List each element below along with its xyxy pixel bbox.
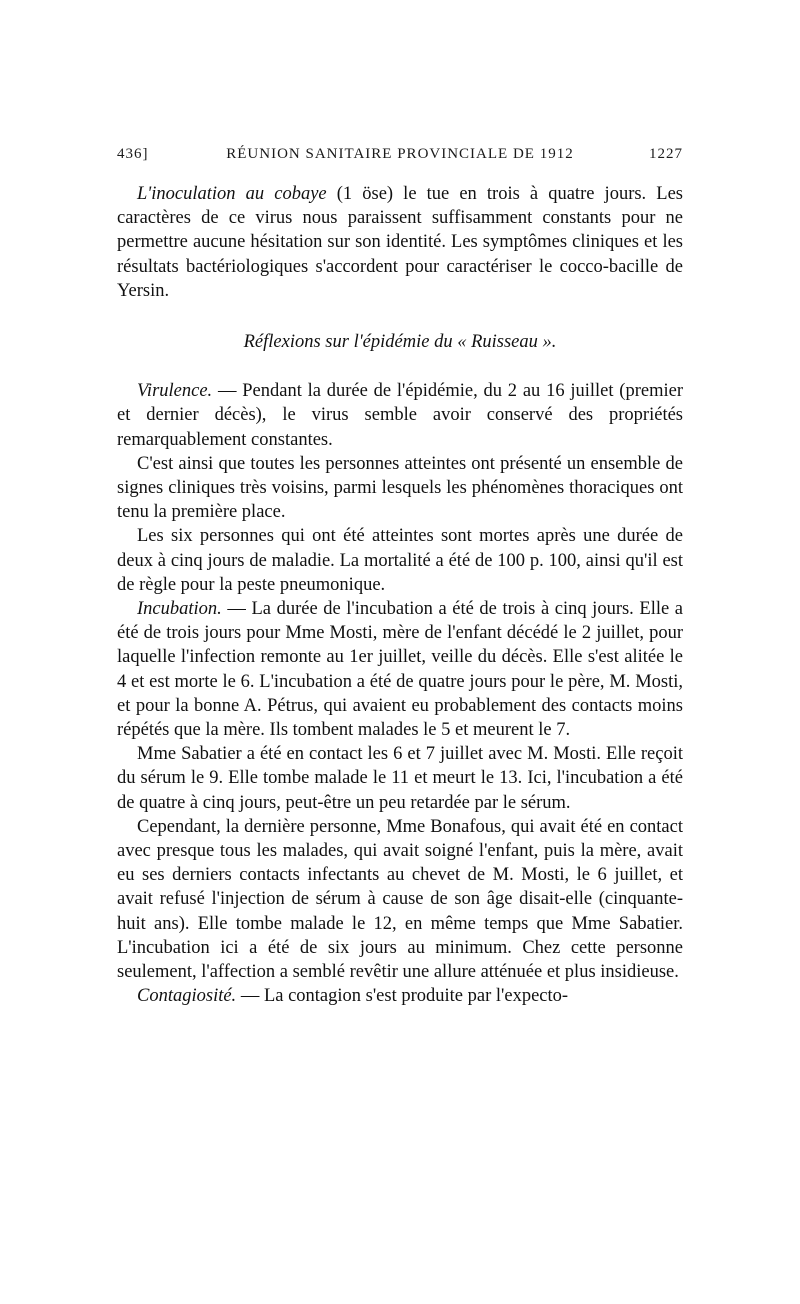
section-heading: Réflexions sur l'épidémie du « Ruisseau ».: [243, 332, 557, 353]
running-header: [117, 146, 683, 170]
running-title: RÉUNION SANITAIRE PROVINCIALE DE 1912: [226, 146, 574, 162]
paragraph-sabatier: Mme Sabatier a été en contact les 6 et 7 juillet avec M. Mosti. Elle reçoit du sérum le 9. Elle tombe malade le 11 et meurt le 13. Ici, l'incubation a été de quatre à cinq jours, peut-être un peu retardée par le sérum.: [117, 744, 683, 813]
paragraph-lead: L'inoculation au cobaye: [137, 184, 327, 204]
paragraph-contagiosite: [117, 984, 683, 1008]
paragraph-lead: Incubation.: [137, 599, 222, 620]
paragraph-virulence: [117, 379, 683, 452]
page-reference: 436]: [117, 146, 149, 162]
page-number: 1227: [649, 146, 683, 162]
paragraph-inoculation: [117, 182, 683, 303]
paragraph-bonafous: Cependant, la dernière personne, Mme Bonafous, qui avait été en contact avec presque tous les malades, qui avait soigné l'enfant, puis la mère, avait eu ses derniers contacts infectants au chevet de M. Mosti, le 6 juillet, et avait refusé l'injection de sérum à cause de son âge disait-elle (cinquante-huit ans). Elle tombe malade le 12, en même temps que Mme Sabatier. L'incubation ici a été de six jours au minimum. Chez cette personne seulement, l'affection a semblé revêtir une allure atténuée et plus insidieuse.: [117, 816, 683, 983]
body-text: [117, 182, 683, 1009]
paragraph-lead: Virulence.: [137, 381, 213, 402]
paragraph-text: — Pendant la durée de l'épidémie, du 2 au 16 juillet (premier et dernier décès), le virus semble avoir conservé des propriétés remarquablement constantes.: [117, 381, 683, 450]
paragraph-text: — La durée de l'incubation a été de trois à cinq jours. Elle a été de trois jours pour Mme Mosti, mère de l'enfant décédé le 2 juillet, pour laquelle l'infection remonte au 1er juillet, veille du décès. Elle s'est alitée le 4 et est morte le 6. L'incubation a été de quatre jours pour le père, M. Mosti, et pour la bonne A. Pétrus, qui avaient eu probablement des contacts moins répétés que la mère. Ils tombent malades le 5 et meurent le 7.: [117, 599, 683, 741]
paragraph-signes: C'est ainsi que toutes les personnes atteintes ont présenté un ensemble de signes cliniques très voisins, parmi lesquels les phénomènes thoraciques ont tenu la première place.: [117, 453, 683, 523]
paragraph-incubation: [117, 597, 683, 742]
paragraph-mortalite: Les six personnes qui ont été atteintes sont mortes après une durée de deux à cinq jours de maladie. La mortalité a été de 100 p. 100, ainsi qu'il est de règle pour la peste pneumonique.: [117, 526, 683, 595]
paragraph-text: — La contagion s'est produite par l'expecto-: [236, 986, 569, 1007]
paragraph-lead: Contagiosité.: [137, 986, 237, 1007]
paragraph-text: (1 öse) le tue en trois à quatre jours. Les caractères de ce virus nous paraissent suffisamment constants pour ne permettre aucune hésitation sur son identité. Les symptômes cliniques et les résultats bactériologiques s'accordent pour caractériser le cocco-bacille de Yersin.: [117, 184, 683, 301]
